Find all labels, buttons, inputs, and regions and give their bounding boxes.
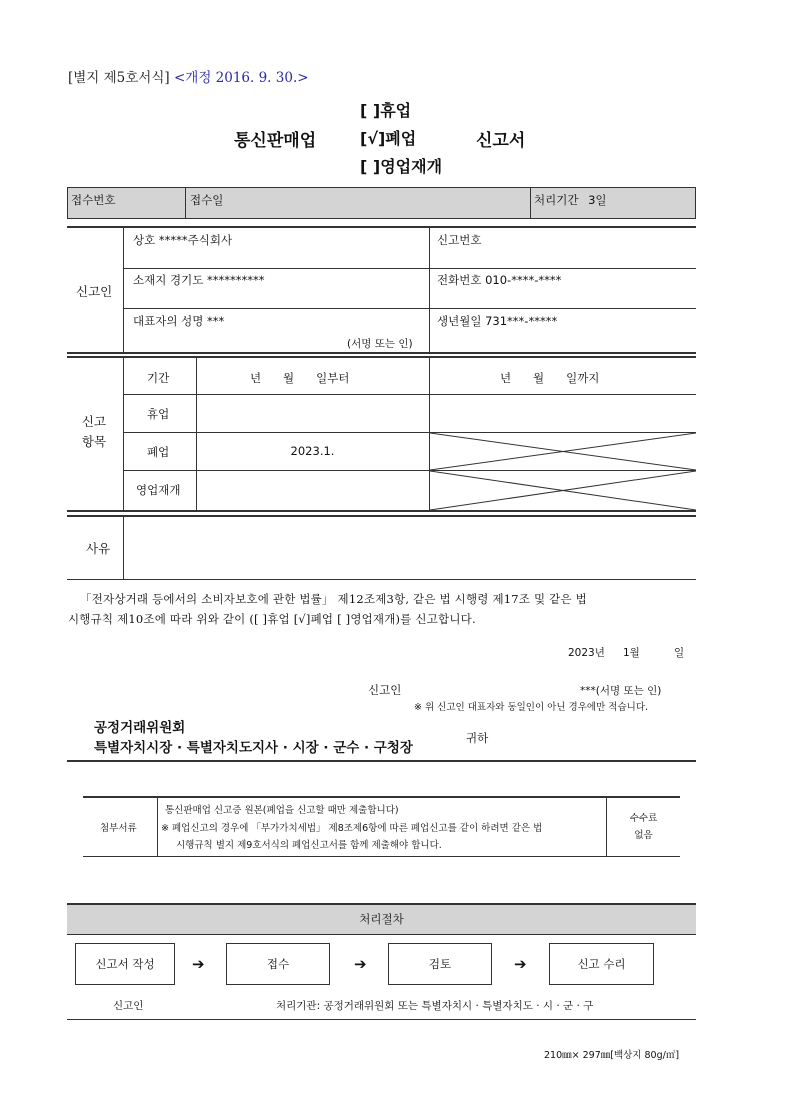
- title-option-check: [√]: [360, 129, 386, 148]
- representative-name: [133, 313, 224, 329]
- period-from-header: 년 월 일부터: [250, 371, 350, 385]
- phone: [437, 272, 561, 288]
- procedure-step: 검토: [388, 943, 492, 985]
- recipient-honorific: 귀하: [466, 731, 489, 745]
- title-option-close: [360, 126, 416, 149]
- birth-date-value: 731***-*****: [485, 314, 558, 328]
- title-option-label: 휴업: [380, 101, 412, 120]
- date-year: 2023년: [568, 647, 605, 659]
- form-reference: [68, 66, 309, 86]
- item-label-resume: 영업재개: [136, 483, 181, 497]
- fee-label: 수수료: [629, 813, 658, 824]
- company-name-value: *****주식회사: [158, 233, 233, 247]
- birth-date: [437, 313, 557, 329]
- cross-out-mark: [430, 471, 696, 510]
- applicant-section-label: 신고인: [76, 284, 113, 299]
- items-section-label-line: 항목: [81, 434, 107, 449]
- statement-line-1: 「전자상거래 등에서의 소비자보호에 관한 법률」 제12조제3항, 같은 법 시행령 제17조 및 같은 법: [80, 592, 587, 606]
- procedure-step: 신고서 작성: [75, 943, 175, 985]
- procedure-applicant-label: 신고인: [113, 1000, 144, 1012]
- signature-label: 신고인: [368, 683, 402, 697]
- representative-name-value: ***: [206, 314, 225, 328]
- date-month: 1월: [623, 647, 640, 659]
- processing-period-value: 3일: [588, 193, 607, 207]
- procedure-agency-label: 처리기관: 공정거래위원회 또는 특별자치시 · 특별자치도 · 시 · 군 · 구: [276, 1000, 594, 1012]
- close-date-value: 2023.1.: [290, 444, 335, 458]
- title-option-label: 영업재개: [380, 157, 443, 176]
- procedure-step: 접수: [226, 943, 330, 985]
- attachments-line-3: 시행규칙 별지 제9호서식의 폐업신고서를 함께 제출해야 합니다.: [176, 840, 442, 851]
- arrow-right-icon: ➔: [354, 955, 367, 973]
- date-day: 일: [674, 647, 685, 659]
- sign-note: (서명 또는 인): [347, 338, 413, 350]
- receipt-date-label: 접수일: [190, 193, 224, 207]
- phone-label: 전화번호: [437, 273, 482, 287]
- form-number: [별지 제5호서식]: [68, 70, 170, 86]
- title-suffix: 신고서: [476, 131, 526, 151]
- representative-name-label: 대표자의 성명: [133, 314, 204, 328]
- paper-size-note: 210㎜× 297㎜[백상지 80g/㎡]: [544, 1050, 680, 1061]
- processing-period-label: 처리기간: [534, 193, 579, 207]
- items-section-label: [72, 412, 116, 452]
- statement-line-2: 시행규칙 제10조에 따라 위와 같이 ([ ]휴업 [√]폐업 [ ]영업재개)를 신고합니다.: [68, 612, 476, 626]
- title-option-check: [ ]: [360, 101, 381, 120]
- signature-note: ※ 위 신고인 대표자와 동일인이 아닌 경우에만 적습니다.: [414, 702, 649, 713]
- items-section-label-line: 신고: [81, 414, 107, 429]
- address-value: 경기도 **********: [169, 273, 265, 287]
- title-option-resume: [360, 154, 442, 177]
- attachments-line-2: ※ 폐업신고의 경우에 「부가가치세법」 제8조제6항에 따른 폐업신고를 같이 하려면 같은 법: [161, 823, 543, 834]
- item-label-suspend: 휴업: [147, 407, 170, 421]
- attachments-label: 첨부서류: [100, 823, 137, 834]
- company-name-label: 상호: [133, 233, 156, 247]
- reason-label: 사유: [86, 541, 111, 556]
- title-prefix: 통신판매업: [234, 131, 317, 151]
- birth-date-label: 생년월일: [437, 314, 482, 328]
- receipt-number-label: 접수번호: [71, 193, 116, 207]
- signature-value: ***(서명 또는 인): [580, 685, 662, 697]
- company-name: [133, 232, 232, 248]
- title-option-check: [ ]: [360, 157, 381, 176]
- procedure-title: 처리절차: [359, 912, 404, 926]
- arrow-right-icon: ➔: [514, 955, 527, 973]
- title-option-suspend: [360, 98, 411, 121]
- period-to-header: 년 월 일까지: [500, 371, 600, 385]
- processing-period: [534, 192, 607, 208]
- title-option-label: 폐업: [385, 129, 417, 148]
- procedure-step: 신고 수리: [549, 943, 654, 985]
- fee-value: 없음: [634, 830, 653, 841]
- recipient-line-2: 특별자치시장 · 특별자치도지사 · 시장 · 군수 · 구청장: [94, 740, 413, 756]
- item-label-close: 폐업: [147, 445, 170, 459]
- address: [133, 272, 264, 288]
- period-label: 기간: [147, 371, 170, 385]
- report-number-label: 신고번호: [437, 233, 482, 247]
- attachments-line-1: 통신판매업 신고증 원본(폐업을 신고할 때만 제출합니다): [165, 805, 399, 816]
- revision-date: <개정 2016. 9. 30.>: [173, 70, 309, 86]
- cross-out-mark: [430, 433, 696, 470]
- arrow-right-icon: ➔: [192, 955, 205, 973]
- phone-value: 010-****-****: [485, 273, 562, 287]
- address-label: 소재지: [133, 273, 167, 287]
- recipient-line-1: 공정거래위원회: [94, 720, 186, 736]
